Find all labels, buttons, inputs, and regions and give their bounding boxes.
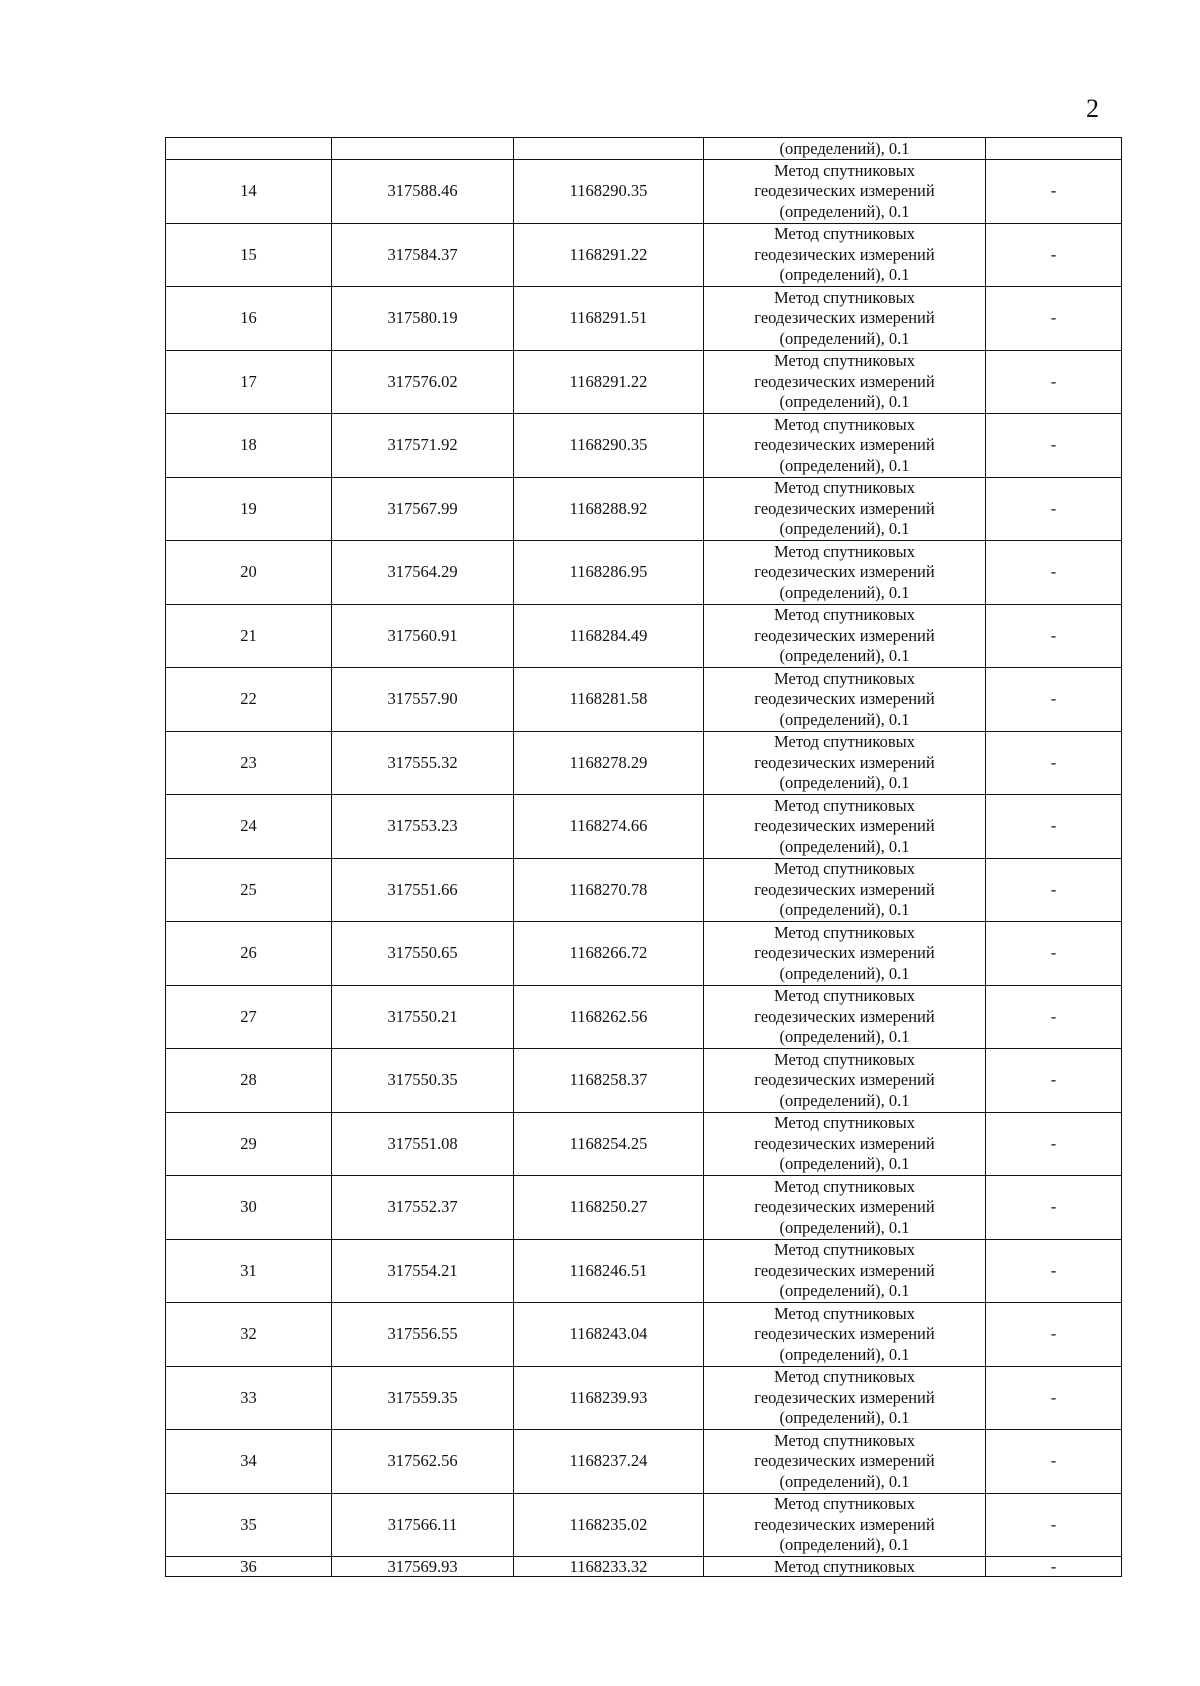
- method-cell: [704, 414, 986, 478]
- y-coordinate-cell: 1168270.78: [514, 858, 704, 922]
- x-coordinate-cell: [332, 138, 514, 160]
- method-cell: [704, 795, 986, 859]
- x-coordinate-cell: 317567.99: [332, 477, 514, 541]
- point-number-cell: 36: [166, 1557, 332, 1577]
- y-coordinate-cell: 1168239.93: [514, 1366, 704, 1430]
- page-number: 2: [1086, 94, 1099, 123]
- point-number-cell: 28: [166, 1049, 332, 1113]
- point-number-cell: 31: [166, 1239, 332, 1303]
- y-coordinate-cell: 1168291.51: [514, 287, 704, 351]
- x-coordinate-cell: 317550.65: [332, 922, 514, 986]
- method-cell: [704, 287, 986, 351]
- method-text-line-1: Метод спутниковых: [774, 1367, 915, 1386]
- method-text-line-1: Метод спутниковых: [774, 1049, 915, 1069]
- method-text-line-3: (определений), 0.1: [779, 1344, 910, 1364]
- method-text-line-3: (определений), 0.1: [779, 900, 910, 919]
- x-coordinate-cell: 317550.21: [332, 985, 514, 1049]
- x-coordinate-cell: 317576.02: [332, 350, 514, 414]
- table-row: [166, 223, 1122, 287]
- y-coordinate-cell: 1168290.35: [514, 414, 704, 478]
- method-text-line-1: Метод спутниковых: [774, 605, 915, 624]
- method-text-line-1: Метод спутниковых: [774, 351, 915, 370]
- note-cell: -: [986, 1430, 1122, 1494]
- method-text-line-3: (определений), 0.1: [779, 1535, 910, 1554]
- point-number-cell: 23: [166, 731, 332, 795]
- y-coordinate-cell: 1168237.24: [514, 1430, 704, 1494]
- table-row: [166, 604, 1122, 668]
- method-cell: [704, 985, 986, 1049]
- point-number-cell: 14: [166, 160, 332, 224]
- coordinates-table-body: [166, 138, 1122, 1577]
- method-text-line-2: геодезических измерений: [754, 181, 935, 200]
- method-text-line-1: Метод спутниковых: [774, 478, 915, 497]
- note-cell: -: [986, 287, 1122, 351]
- y-coordinate-cell: 1168274.66: [514, 795, 704, 859]
- method-cell: [704, 731, 986, 795]
- y-coordinate-cell: 1168250.27: [514, 1176, 704, 1240]
- note-cell: -: [986, 1112, 1122, 1176]
- method-cell: [704, 668, 986, 732]
- method-cell: [704, 541, 986, 605]
- x-coordinate-cell: 317555.32: [332, 731, 514, 795]
- method-cell: [704, 858, 986, 922]
- method-text-line-3: (определений), 0.1: [779, 328, 910, 348]
- table-row: [166, 350, 1122, 414]
- table-row: [166, 541, 1122, 605]
- note-cell: -: [986, 668, 1122, 732]
- table-row: [166, 414, 1122, 478]
- method-text-line-3: (определений), 0.1: [779, 1408, 910, 1427]
- y-coordinate-cell: 1168291.22: [514, 350, 704, 414]
- method-text-line-2: геодезических измерений: [754, 1514, 935, 1534]
- note-cell: -: [986, 1303, 1122, 1367]
- point-number-cell: 33: [166, 1366, 332, 1430]
- method-text-line-3: (определений), 0.1: [779, 1281, 910, 1300]
- method-text-line-2: геодезических измерений: [754, 879, 935, 899]
- method-cell: [704, 1239, 986, 1303]
- method-text-line-3: (определений), 0.1: [779, 201, 910, 221]
- note-cell: -: [986, 1493, 1122, 1557]
- method-text-line-1: Метод спутниковых: [774, 414, 915, 434]
- y-coordinate-cell: 1168262.56: [514, 985, 704, 1049]
- method-text-line-1: Метод спутниковых: [774, 224, 915, 243]
- method-text-line-1: Метод спутниковых: [774, 1240, 915, 1259]
- y-coordinate-cell: 1168286.95: [514, 541, 704, 605]
- x-coordinate-cell: 317584.37: [332, 223, 514, 287]
- method-text-line-1: Метод спутниковых: [774, 1113, 915, 1132]
- note-cell: -: [986, 1239, 1122, 1303]
- x-coordinate-cell: 317556.55: [332, 1303, 514, 1367]
- method-text-line-3: (определений), 0.1: [779, 773, 910, 792]
- table-row: [166, 1112, 1122, 1176]
- table-row: [166, 1493, 1122, 1557]
- method-text-line-3: (определений), 0.1: [779, 265, 910, 284]
- method-cell: (определений), 0.1: [704, 138, 986, 160]
- method-text-line-2: геодезических измерений: [754, 1260, 935, 1280]
- method-cell: [704, 350, 986, 414]
- method-cell: [704, 922, 986, 986]
- note-cell: -: [986, 477, 1122, 541]
- method-text-line-1: Метод спутниковых: [774, 732, 915, 751]
- method-text-line-2: геодезических измерений: [754, 816, 935, 835]
- note-cell: -: [986, 1176, 1122, 1240]
- method-text-line-2: геодезических измерений: [754, 1451, 935, 1470]
- method-text-line-2: геодезических измерений: [754, 1006, 935, 1026]
- note-cell: -: [986, 1557, 1122, 1577]
- y-coordinate-cell: 1168288.92: [514, 477, 704, 541]
- method-text-line-2: геодезических измерений: [754, 752, 935, 772]
- y-coordinate-cell: 1168258.37: [514, 1049, 704, 1113]
- method-text-line-1: Метод спутниковых: [774, 986, 915, 1005]
- x-coordinate-cell: 317571.92: [332, 414, 514, 478]
- note-cell: -: [986, 922, 1122, 986]
- method-text-line-1: Метод спутниковых: [774, 668, 915, 688]
- method-text-line-3: (определений), 0.1: [779, 1217, 910, 1237]
- method-text-line-1: Метод спутниковых: [774, 541, 915, 561]
- y-coordinate-cell: 1168266.72: [514, 922, 704, 986]
- point-number-cell: 22: [166, 668, 332, 732]
- method-text-line-3: (определений), 0.1: [779, 1471, 910, 1491]
- table-row: [166, 922, 1122, 986]
- method-text-line-3: (определений), 0.1: [779, 963, 910, 983]
- y-coordinate-cell: 1168284.49: [514, 604, 704, 668]
- method-text-line-2: геодезических измерений: [754, 689, 935, 708]
- x-coordinate-cell: 317557.90: [332, 668, 514, 732]
- table-row: [166, 1049, 1122, 1113]
- x-coordinate-cell: 317554.21: [332, 1239, 514, 1303]
- method-text-line-3: (определений), 0.1: [779, 582, 910, 602]
- x-coordinate-cell: 317551.66: [332, 858, 514, 922]
- table-row: [166, 1366, 1122, 1430]
- table-row: [166, 731, 1122, 795]
- point-number-cell: 18: [166, 414, 332, 478]
- x-coordinate-cell: 317560.91: [332, 604, 514, 668]
- point-number-cell: 34: [166, 1430, 332, 1494]
- x-coordinate-cell: 317562.56: [332, 1430, 514, 1494]
- x-coordinate-cell: 317550.35: [332, 1049, 514, 1113]
- method-text-line-3: (определений), 0.1: [779, 392, 910, 411]
- method-text-line-2: геодезических измерений: [754, 498, 935, 518]
- note-cell: -: [986, 985, 1122, 1049]
- method-cell: [704, 1366, 986, 1430]
- method-text-line-2: геодезических измерений: [754, 435, 935, 454]
- note-cell: -: [986, 1366, 1122, 1430]
- point-number-cell: 29: [166, 1112, 332, 1176]
- method-text-line-1: Метод спутниковых: [774, 795, 915, 815]
- note-cell: -: [986, 731, 1122, 795]
- y-coordinate-cell: 1168233.32: [514, 1557, 704, 1577]
- x-coordinate-cell: 317566.11: [332, 1493, 514, 1557]
- table-row: [166, 1176, 1122, 1240]
- x-coordinate-cell: 317569.93: [332, 1557, 514, 1577]
- method-text-line-3: (определений), 0.1: [779, 1154, 910, 1173]
- method-text-line-1: Метод спутниковых: [774, 160, 915, 180]
- table-row: [166, 1430, 1122, 1494]
- point-number-cell: 21: [166, 604, 332, 668]
- method-text-line-3: (определений), 0.1: [779, 1090, 910, 1110]
- note-cell: -: [986, 160, 1122, 224]
- x-coordinate-cell: 317564.29: [332, 541, 514, 605]
- method-text-line-3: (определений), 0.1: [779, 1027, 910, 1046]
- method-cell: [704, 1430, 986, 1494]
- x-coordinate-cell: 317588.46: [332, 160, 514, 224]
- method-text-line-1: Метод спутниковых: [774, 1176, 915, 1196]
- y-coordinate-cell: 1168278.29: [514, 731, 704, 795]
- note-cell: [986, 138, 1122, 160]
- table-row: [166, 287, 1122, 351]
- method-text-line-3: (определений), 0.1: [779, 455, 910, 475]
- method-text-line-2: геодезических измерений: [754, 308, 935, 327]
- method-cell: [704, 1303, 986, 1367]
- table-row: [166, 477, 1122, 541]
- point-number-cell: 25: [166, 858, 332, 922]
- method-cell: [704, 1176, 986, 1240]
- method-cell: Метод спутниковых: [704, 1557, 986, 1577]
- x-coordinate-cell: 317580.19: [332, 287, 514, 351]
- method-cell: [704, 1049, 986, 1113]
- y-coordinate-cell: 1168235.02: [514, 1493, 704, 1557]
- point-number-cell: 20: [166, 541, 332, 605]
- y-coordinate-cell: 1168254.25: [514, 1112, 704, 1176]
- method-text-line-1: Метод спутниковых: [774, 922, 915, 942]
- method-text-line-2: геодезических измерений: [754, 1070, 935, 1089]
- table-row: [166, 1239, 1122, 1303]
- x-coordinate-cell: 317551.08: [332, 1112, 514, 1176]
- note-cell: -: [986, 795, 1122, 859]
- y-coordinate-cell: 1168281.58: [514, 668, 704, 732]
- point-number-cell: 24: [166, 795, 332, 859]
- method-cell: [704, 477, 986, 541]
- method-text-line-2: геодезических измерений: [754, 1324, 935, 1343]
- x-coordinate-cell: 317559.35: [332, 1366, 514, 1430]
- method-text-line-1: Метод спутниковых: [774, 1303, 915, 1323]
- note-cell: -: [986, 1049, 1122, 1113]
- method-text-line-3: (определений), 0.1: [779, 836, 910, 856]
- method-text-line-1: Метод спутниковых: [774, 859, 915, 878]
- point-number-cell: [166, 138, 332, 160]
- point-number-cell: 32: [166, 1303, 332, 1367]
- point-number-cell: 17: [166, 350, 332, 414]
- x-coordinate-cell: 317552.37: [332, 1176, 514, 1240]
- method-text-line-3: (определений), 0.1: [779, 519, 910, 538]
- table-row-partial: [166, 1557, 1122, 1577]
- coordinates-table: [165, 137, 1122, 1577]
- method-text-line-2: геодезических измерений: [754, 244, 935, 264]
- method-text-line-3: (определений), 0.1: [779, 646, 910, 665]
- method-text-line-1: Метод спутниковых: [774, 1430, 915, 1450]
- y-coordinate-cell: 1168291.22: [514, 223, 704, 287]
- method-text-line-1: Метод спутниковых: [774, 287, 915, 307]
- note-cell: -: [986, 223, 1122, 287]
- method-cell: [704, 604, 986, 668]
- table-row: [166, 160, 1122, 224]
- method-text-line-2: геодезических измерений: [754, 1387, 935, 1407]
- point-number-cell: 15: [166, 223, 332, 287]
- method-text-line-2: геодезических измерений: [754, 562, 935, 581]
- y-coordinate-cell: 1168246.51: [514, 1239, 704, 1303]
- table-row-continued: [166, 138, 1122, 160]
- table-row: [166, 668, 1122, 732]
- method-text-line-1: Метод спутниковых: [774, 1494, 915, 1513]
- method-text-line-2: геодезических измерений: [754, 1133, 935, 1153]
- table-row: [166, 858, 1122, 922]
- note-cell: -: [986, 858, 1122, 922]
- note-cell: -: [986, 604, 1122, 668]
- point-number-cell: 30: [166, 1176, 332, 1240]
- method-text-line-3: (определений), 0.1: [779, 709, 910, 729]
- method-cell: [704, 1493, 986, 1557]
- y-coordinate-cell: [514, 138, 704, 160]
- table-row: [166, 1303, 1122, 1367]
- method-text-line-2: геодезических измерений: [754, 1197, 935, 1216]
- point-number-cell: 19: [166, 477, 332, 541]
- point-number-cell: 26: [166, 922, 332, 986]
- x-coordinate-cell: 317553.23: [332, 795, 514, 859]
- note-cell: -: [986, 414, 1122, 478]
- method-text-line-2: геодезических измерений: [754, 371, 935, 391]
- point-number-cell: 16: [166, 287, 332, 351]
- note-cell: -: [986, 350, 1122, 414]
- note-cell: -: [986, 541, 1122, 605]
- y-coordinate-cell: 1168290.35: [514, 160, 704, 224]
- method-cell: [704, 223, 986, 287]
- point-number-cell: 27: [166, 985, 332, 1049]
- point-number-cell: 35: [166, 1493, 332, 1557]
- table-row: [166, 795, 1122, 859]
- table-row: [166, 985, 1122, 1049]
- method-text-line-2: геодезических измерений: [754, 625, 935, 645]
- method-cell: [704, 160, 986, 224]
- method-cell: [704, 1112, 986, 1176]
- y-coordinate-cell: 1168243.04: [514, 1303, 704, 1367]
- method-text-line-2: геодезических измерений: [754, 943, 935, 962]
